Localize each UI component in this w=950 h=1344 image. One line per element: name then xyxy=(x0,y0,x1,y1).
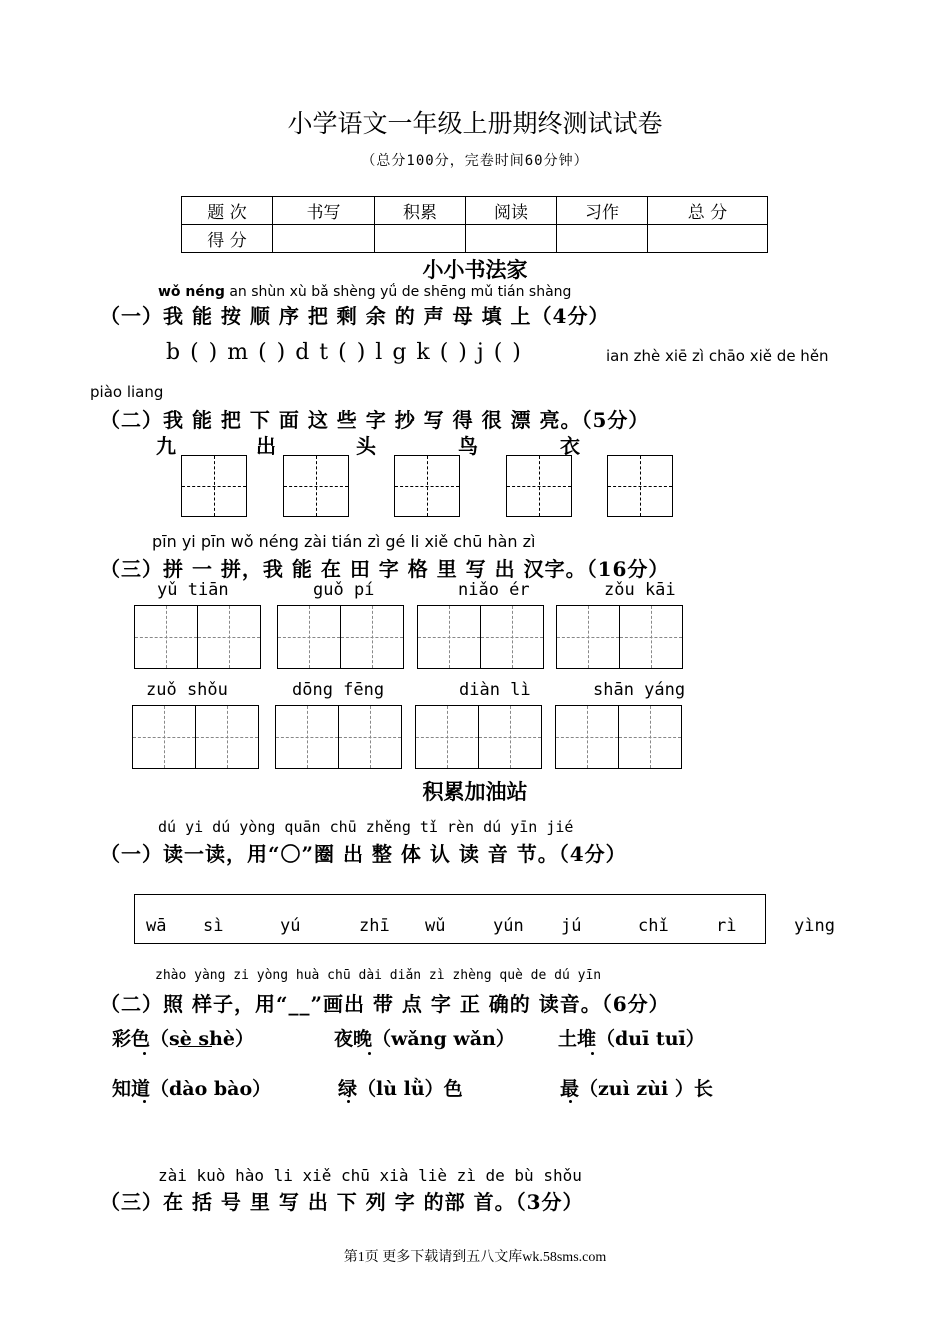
tian-grid[interactable] xyxy=(415,705,542,769)
syllable[interactable]: wā xyxy=(146,916,167,936)
emphasis-dot xyxy=(368,1052,371,1055)
s2q3-pinyin: zài kuò hào li xiě chū xià liè zì de bù shǒu xyxy=(158,1166,582,1185)
q3-word-pinyin: diàn lì xyxy=(459,680,531,700)
syllable[interactable]: jú xyxy=(561,916,582,936)
page-title: 小学语文一年级上册期终测试试卷 xyxy=(287,109,663,138)
reading-item[interactable]: 绿（lù lǜ）色 xyxy=(338,1078,463,1100)
score-cell[interactable] xyxy=(375,225,466,253)
tian-grid[interactable] xyxy=(556,605,683,669)
tian-grid[interactable] xyxy=(132,705,259,769)
writing-box[interactable] xyxy=(181,455,247,517)
q1-pinyin-rest: an shùn xù bǎ shèng yǘ de shēng mǔ tián shàng xyxy=(229,284,572,300)
syllable[interactable]: wǔ xyxy=(425,916,446,936)
score-header: 习作 xyxy=(557,197,648,225)
score-header: 阅读 xyxy=(466,197,557,225)
score-cell[interactable] xyxy=(466,225,557,253)
reading-item[interactable]: 最（zuì zùi ）长 xyxy=(560,1078,713,1100)
example-underline xyxy=(178,1046,212,1047)
reading-item[interactable]: 土堆（duī tuī） xyxy=(558,1028,705,1050)
q2-label: （二）我 能 把 下 面 这 些 字 抄 写 得 很 漂 亮。（5分） xyxy=(100,408,650,432)
emphasis-dot xyxy=(143,1100,146,1103)
q3-word-pinyin: guǒ pí xyxy=(313,580,375,600)
score-header: 书写 xyxy=(273,197,375,225)
emphasis-dot xyxy=(591,1052,594,1055)
s2q2-pinyin: zhào yàng zi yòng huà chū dài diǎn zì zhèng què de dú yīn xyxy=(155,968,602,983)
q3-pinyin: pīn yi pīn wǒ néng zài tián zì gé li xiě chū hàn zì xyxy=(152,532,536,551)
s2q3-label: （三）在 括 号 里 写 出 下 列 字 的部 首。（3分） xyxy=(100,1190,584,1214)
tian-grid[interactable] xyxy=(417,605,544,669)
q2-char: 出 xyxy=(256,434,277,458)
page-subtitle: （总分100分，完卷时间60分钟） xyxy=(361,153,589,169)
q3-word-pinyin: shān yáng xyxy=(593,680,686,700)
writing-box[interactable] xyxy=(283,455,349,517)
s2q1-pinyin: dú yi dú yòng quān chū zhěng tǐ rèn dú yīn jié xyxy=(158,818,574,836)
q3-word-pinyin: yǔ tiān xyxy=(157,580,229,600)
score-cell[interactable] xyxy=(273,225,375,253)
reading-item[interactable]: 知道（dào bào） xyxy=(112,1078,272,1100)
tian-grid[interactable] xyxy=(555,705,682,769)
reading-item[interactable]: 夜晚（wǎng wǎn） xyxy=(334,1028,515,1050)
tian-grid[interactable] xyxy=(134,605,261,669)
q3-word-pinyin: dōng fēng xyxy=(292,680,385,700)
q2-char: 头 xyxy=(356,434,377,458)
writing-box[interactable] xyxy=(607,455,673,517)
s2q1-label: （一）读一读，用“〇”圈 出 整 体 认 读 音 节。（4分） xyxy=(100,842,627,866)
page-footer: 第1页 更多下载请到五八文库wk.58sms.com xyxy=(343,1250,607,1265)
q1-letters: b ( ) m ( ) d t ( ) l g k ( ) j ( ) xyxy=(166,340,521,365)
syllable[interactable]: zhī xyxy=(359,916,390,936)
score-header: 积累 xyxy=(375,197,466,225)
syllable[interactable]: chǐ xyxy=(638,916,669,936)
syllable[interactable]: yún xyxy=(493,916,524,936)
syllable-box xyxy=(134,894,766,944)
q3-word-pinyin: zuǒ shǒu xyxy=(146,680,228,700)
q3-word-pinyin: zǒu kāi xyxy=(604,580,676,600)
syllable[interactable]: yìng xyxy=(794,916,835,936)
score-cell[interactable] xyxy=(557,225,648,253)
syllable[interactable]: yú xyxy=(280,916,301,936)
score-header: 题 次 xyxy=(182,197,273,225)
tian-grid[interactable] xyxy=(277,605,404,669)
syllable[interactable]: rì xyxy=(716,916,737,936)
score-cell[interactable] xyxy=(648,225,768,253)
writing-box[interactable] xyxy=(506,455,572,517)
table-row xyxy=(182,197,768,225)
section-title-calligraphy: 小小书法家 xyxy=(422,257,528,282)
writing-box[interactable] xyxy=(394,455,460,517)
emphasis-dot xyxy=(347,1100,350,1103)
table-row xyxy=(182,225,768,253)
q2-char: 衣 xyxy=(560,434,581,458)
emphasis-dot xyxy=(569,1100,572,1103)
q2-char: 九 xyxy=(156,434,177,458)
score-header: 总 分 xyxy=(648,197,768,225)
syllable[interactable]: sì xyxy=(203,916,224,936)
q3-label: （三）拼 一 拼，我 能 在 田 字 格 里 写 出 汉字。（16分） xyxy=(100,557,670,581)
q2-pinyin-part2: piào liang xyxy=(90,383,164,401)
emphasis-dot xyxy=(143,1052,146,1055)
q1-pinyin-bold: wǒ néng xyxy=(158,284,225,300)
score-row-label: 得 分 xyxy=(182,225,273,253)
q1-label: （一）我 能 按 顺 序 把 剩 余 的 声 母 填 上（4分） xyxy=(100,304,610,328)
q2-char: 鸟 xyxy=(458,434,479,458)
reading-item[interactable]: 彩色（sè shè） xyxy=(112,1028,254,1050)
q2-pinyin-part1: ian zhè xiē zì chāo xiě de hěn xyxy=(606,347,829,365)
score-table xyxy=(181,196,768,253)
q3-word-pinyin: niǎo ér xyxy=(458,580,530,600)
q1-pinyin xyxy=(158,284,571,300)
tian-grid[interactable] xyxy=(275,705,402,769)
s2q2-label: （二）照 样子，用“__”画出 带 点 字 正 确的 读音。（6分） xyxy=(100,992,670,1016)
section-title-accumulation: 积累加油站 xyxy=(422,779,528,804)
